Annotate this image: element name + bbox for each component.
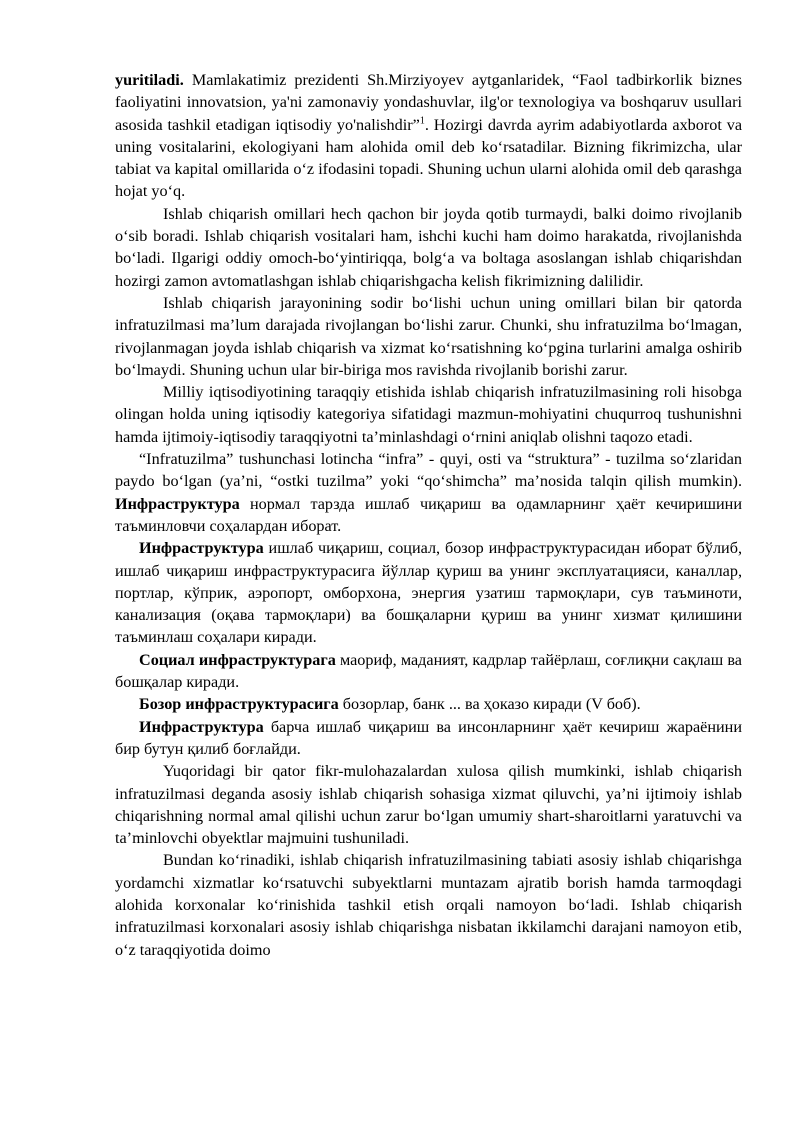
paragraph-8 (115, 693, 742, 715)
paragraph-1 (115, 69, 742, 203)
bold-term: Инфраструктура (139, 717, 264, 736)
paragraph-text: Bundan ko‘rinadiki, ishlab chiqarish infratuzilmasining tabiati asosiy ishlab chiqarishga yordamchi xizmatlar ko‘rsatuvchi subyektlarni muntazam ajratib borish hamda tarmoqdagi alohida korxonalar ko‘rinishida tashkil etish orqali namoyon bo‘ladi. Ishlab chiqarish infratuzilmasi korxonalari asosiy ishlab chiqarishga nisbatan ikkilamchi darajani namoyon etib, o‘z taraqqiyotida doimo (115, 851, 742, 959)
paragraph-text: бозорлар, банк ... ва ҳоказо киради (V боб). (338, 695, 641, 714)
footnote-reference[interactable]: 1 (419, 115, 425, 127)
paragraph-text: маориф, маданият, кадрлар тайёрлаш, соғлиқни сақлаш ва бошқалар киради. (115, 650, 742, 692)
paragraph-text: Ishlab chiqarish omillari hech qachon bir joyda qotib turmaydi, balki doimo rivojlanib o‘sib boradi. Ishlab chiqarish vositalari ham, ishchi kuchi ham doimo harakatda, rivojlanishda bo‘ladi. Ilgarigi oddiy omoch-bo‘yintiriqqa, bolg‘a va boltaga asoslangan ishlab chiqarishdan hozirgi zamon avtomatlashgan ishlab chiqarishgacha kelish fikrimizning dalilidir. (115, 204, 742, 290)
paragraph-text: Yuqoridagi bir qator fikr-mulohazalardan xulosa qilish mumkinki, ishlab chiqarish infratuzilmasi deganda asosiy ishlab chiqarish sohasiga xizmat qiluvchi, ya’ni ijtimoiy ishlab chiqarishning normal amal qilishi uchun zarur bo‘lgan umumiy shart-sharoitlarni yaratuvchi va ta’minlovchi obyektlar majmuini tushuniladi. (115, 762, 742, 848)
paragraph-text: нормал тарзда ишлаб чиқариш ва одамларнинг ҳаёт кечиришини таъминловчи соҳалардан иборат. (115, 494, 742, 535)
paragraph-text: Milliy iqtisodiyotining taraqqiy etishida ishlab chiqarish infratuzilmasining roli hisobga olingan holda uning iqtisodiy kategoriya sifatidagi mazmun-mohiyatini chuqurroq tushunishni hamda ijtimoiy-iqtisodiy taraqqiyotni ta’minlashdagi o‘rnini aniqlab olishni taqozo etadi. (115, 383, 742, 446)
bold-term: Инфраструктура (139, 539, 264, 558)
paragraph-text: . Hozirgi davrda ayrim adabiyotlarda axborot va uning vositalarini, ekologiyani ham alohida omil deb ko‘rsatadilar. Bizning fikrimizcha, ular tabiat va kapital omillarida o‘z ifodasini topadi. Shuning uchun ularni alohida omil deb qarashga hojat yo‘q. (115, 115, 742, 201)
paragraph-9 (115, 716, 742, 761)
paragraph-text: “Infratuzilma” tushunchasi lotincha “infra” - quyi, osti va “struktura” - tuzilma so‘zlaridan paydo bo‘lgan (ya’ni, “ostki tuzilma” yoki “qo‘shimcha” ma’nosida talqin qilish mumkin). (115, 450, 742, 491)
paragraph-text: ишлаб чиқариш, социал, бозор инфраструктурасидан иборат бўлиб, ишлаб чиқариш инфраструктурасига йўллар қуриш ва унинг эксплуатацияси, каналлар, портлар, кўприк, аэропорт, омборхона, энергия узатиш тармоқлари, сув таъминоти, канализация (оқава тармоқлари) ва бошқаларни қуриш ва унинг хизмат қилишини таъминлаш соҳалари киради. (115, 539, 742, 647)
paragraph-text: Mamlakatimiz prezidenti Sh.Mirziyoyev aytganlaridek, “Faol tadbirkorlik biznes faoliyatini innovatsion, ya'ni zamonaviy yondashuvlar, ilg'or texnologiya va boshqaruv usullari asosida tashkil etadigan iqtisodiy yo'nalishdir” (115, 71, 742, 134)
paragraph-10 (115, 760, 742, 849)
paragraph-7 (115, 649, 742, 694)
paragraph-2 (115, 203, 742, 292)
bold-term: Социал инфраструктурага (139, 650, 336, 669)
paragraph-5 (115, 448, 742, 537)
paragraph-4 (115, 381, 742, 448)
paragraph-3 (115, 292, 742, 381)
paragraph-6 (115, 537, 742, 648)
paragraph-11 (115, 849, 742, 960)
bold-lead-word: yuritiladi. (115, 71, 184, 89)
paragraph-text: барча ишлаб чиқариш ва инсонларнинг ҳаёт кечириш жараёнини бир бутун қилиб боғлайди. (115, 717, 742, 758)
paragraph-text: Ishlab chiqarish jarayonining sodir bo‘lishi uchun uning omillari bilan bir qatorda infratuzilmasi ma’lum darajada rivojlangan bo‘lishi zarur. Chunki, shu infratuzilma bo‘lmagan, rivojlanmagan joyda ishlab chiqarish va xizmat ko‘rsatishning ko‘pgina turlarini amalga oshirib bo‘lmaydi. Shuning uchun ular bir-biriga mos ravishda rivojlanib borishi zarur. (115, 293, 742, 379)
document-body (115, 69, 742, 961)
bold-term: Инфраструктура (115, 494, 240, 513)
bold-term: Бозор инфраструктурасига (139, 695, 339, 714)
